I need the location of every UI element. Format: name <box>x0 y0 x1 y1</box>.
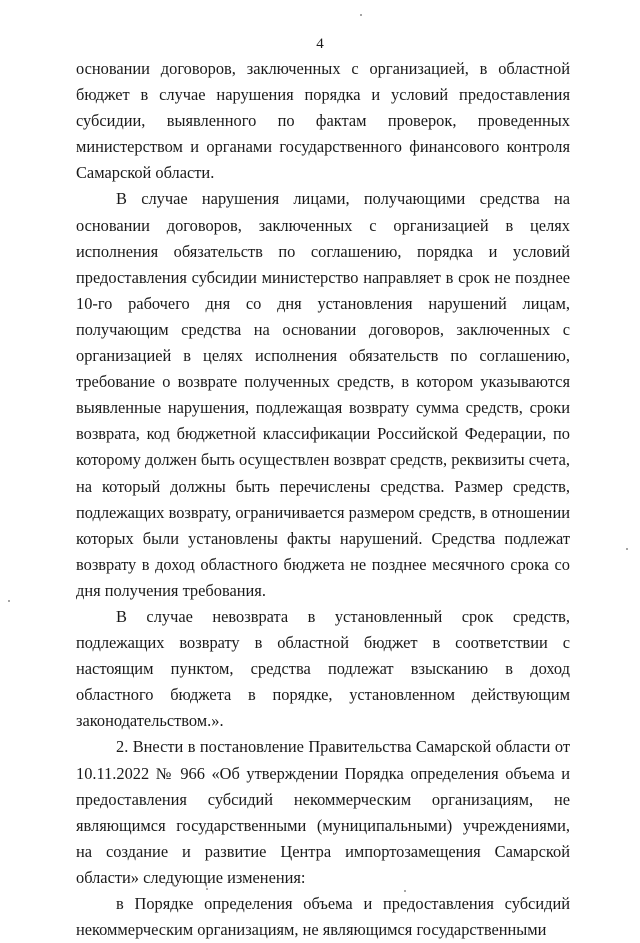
paragraph-violation-requirement: В случае нарушения лицами, получающими средства на основании договоров, заключенных с организацией в целях исполнения обязательств по соглашению, порядка и условий предоставления субсидии министерство направляет в срок не позднее 10-го рабочего дня со дня установления нарушений лицам, получающим средства на основании договоров, заключенных с организацией в целях исполнения обязательств по соглашению, требование о возврате полученных средств, в котором указываются выявленные нарушения, подлежащая возврату сумма средств, сроки возврата, код бюджетной классификации Российской Федерации, по которому должен быть осуществлен возврат средств, реквизиты счета, на который должны быть перечислены средства. Размер средств, подлежащих возврату, ограничивается размером средств, в отношении которых были установлены факты нарушений. Средства подлежат возврату в доход областного бюджета не позднее месячного срока со дня получения требования. <box>76 189 570 600</box>
scan-speck <box>206 888 208 890</box>
paragraph-procedure-amendment: в Порядке определения объема и предоставления субсидий некоммерческим организациям, не являющимся государственными <box>76 894 570 940</box>
document-body <box>76 56 570 943</box>
scan-speck <box>404 890 406 892</box>
page-number: 4 <box>316 36 324 52</box>
paragraph-item-2-amendment: 2. Внести в постановление Правительства Самарской области от 10.11.2022 № 966 «Об утверждении Порядка определения объема и предоставления субсидий некоммерческим организациям, не являющимся государственными (муниципальными) учреждениями, на создание и развитие Центра импортозамещения Самарской области» следующие изменения: <box>76 737 570 887</box>
scan-speck <box>8 600 10 602</box>
paragraph-non-return-recovery: В случае невозврата в установленный срок средств, подлежащих возврату в областной бюджет в соответствии с настоящим пунктом, средства подлежат взысканию в доход областного бюджета в порядке, установленном действующим законодательством.». <box>76 606 570 731</box>
scan-speck <box>626 548 628 550</box>
scan-speck <box>360 14 362 16</box>
paragraph-continuation: основании договоров, заключенных с организацией, в областной бюджет в случае нарушения порядка и условий предоставления субсидии, выявленного по фактам проверок, проведенных министерством и органами государственного финансового контроля Самарской области. <box>76 59 570 183</box>
